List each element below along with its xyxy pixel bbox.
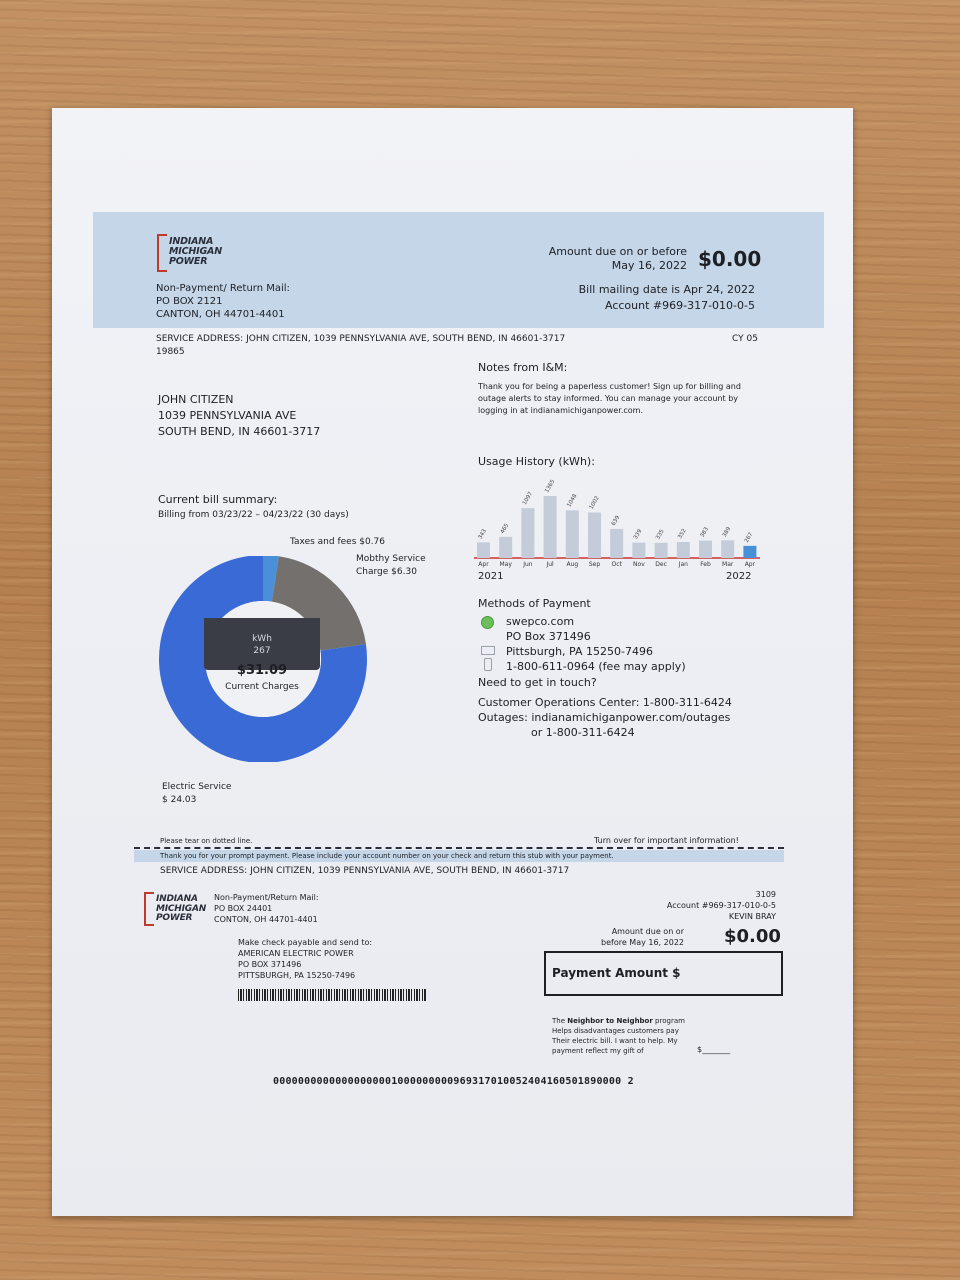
envelope-icon — [481, 646, 495, 655]
bill-mailing-date: Bill mailing date is Apr 24, 2022 — [578, 283, 755, 296]
notes-title: Notes from I&M: — [478, 361, 568, 374]
usage-value-label: 1002 — [588, 495, 601, 511]
usage-month-label: Apr — [478, 561, 489, 568]
outages-phone: or 1-800-311-6424 — [531, 726, 635, 739]
usage-history-title: Usage History (kWh): — [478, 455, 595, 468]
phone-icon — [484, 658, 492, 671]
kwh-value: 267 — [253, 646, 271, 656]
turn-over-note: Turn over for important information! — [594, 836, 739, 845]
usage-bar — [544, 496, 557, 558]
return-mail-line2: CANTON, OH 44701-4401 — [156, 309, 285, 320]
usage-month-label: Sep — [588, 561, 601, 568]
usage-bar — [632, 543, 645, 558]
usage-bar — [655, 543, 668, 558]
usage-value-label: 343 — [477, 528, 488, 541]
usage-month-label: Dec — [655, 561, 667, 568]
return-mail-block — [156, 282, 290, 321]
amount-due-label: Amount due on or before May 16, 2022 — [548, 245, 687, 272]
usage-month-label: Jun — [523, 561, 533, 568]
usage-month-label: Oct — [611, 561, 622, 568]
usage-value-label: 389 — [721, 526, 733, 539]
return-mail-line1: PO BOX 2121 — [156, 296, 223, 307]
taxes-fees-label: Taxes and fees $0.76 — [290, 537, 386, 547]
kwh-label: kWh — [252, 634, 272, 644]
usage-value-label: 267 — [743, 531, 755, 544]
usage-value-label: 383 — [699, 526, 710, 539]
payment-city: Pittsburgh, PA 15250-7496 — [506, 645, 653, 658]
usage-year-end: 2022 — [726, 571, 752, 582]
tear-line — [134, 847, 784, 849]
usage-bar — [521, 508, 534, 558]
usage-value-label: 339 — [632, 528, 644, 541]
usage-value-label: 1365 — [544, 478, 557, 494]
postal-barcode — [238, 989, 426, 1001]
usage-value-label: 335 — [655, 528, 666, 541]
customer-name: JOHN CITIZEN — [158, 393, 234, 406]
outages-link: Outages: indianamichiganpower.com/outages — [478, 711, 731, 724]
total-charges: $31.09 — [236, 663, 288, 678]
stub-account-block: 3109 Account #969-317-010-0-5 KEVIN BRAY — [666, 890, 776, 921]
customer-street: 1039 PENNSYLVANIA AVE — [158, 409, 297, 422]
stub-company-logo: INDIANA MICHIGAN POWER — [144, 892, 216, 926]
usage-value-label: 1097 — [521, 491, 535, 507]
payable-label: Make check payable and send to: — [238, 938, 373, 947]
micr-line: 00000000000000000001000000000969317010052404160501890000 2 — [273, 1076, 634, 1087]
usage-bar — [677, 542, 690, 558]
usage-bar — [566, 510, 579, 558]
usage-value-label: 639 — [610, 514, 622, 527]
usage-bar — [610, 529, 623, 558]
usage-year-start: 2021 — [478, 571, 504, 582]
stub-service-address: SERVICE ADDRESS: JOHN CITIZEN, 1039 PENNSYLVANIA AVE, SOUTH BEND, IN 46601-3717 — [160, 866, 570, 876]
usage-bar — [721, 540, 734, 558]
usage-bar — [588, 512, 601, 558]
usage-month-label: Jul — [546, 561, 554, 568]
payment-methods-title: Methods of Payment — [478, 597, 591, 610]
neighbor-program: The Neighbor to Neighbor program Helps disadvantages customers pay Their electric bill. I want to help. My payment reflect my gift of — [552, 1017, 685, 1055]
stub-due-label: Amount due on or before May 16, 2022 — [601, 927, 684, 947]
help-title: Need to get in touch? — [478, 676, 597, 689]
bill-summary-title: Current bill summary: — [158, 493, 278, 506]
usage-history-chart — [472, 478, 762, 573]
stub-due-amount: $0.00 — [724, 926, 781, 947]
payable-block: Make check payable and send to: AMERICAN ELECTRIC POWER PO BOX 371496 PITTSBURGH, PA 15250-7496 — [238, 938, 373, 980]
service-charge-label: Mobthy Service Charge $6.30 — [356, 554, 426, 577]
billing-period: Billing from 03/23/22 – 04/23/22 (30 days) — [158, 510, 349, 520]
usage-month-label: Feb — [700, 561, 711, 568]
stub-thanks: Thank you for your prompt payment. Please include your account number on your check and return this stub with your payment. — [160, 852, 614, 860]
usage-bar — [499, 537, 512, 558]
usage-month-label: May — [499, 561, 512, 568]
usage-month-label: Apr — [744, 561, 756, 568]
usage-month-label: Jan — [678, 561, 688, 568]
return-mail-label: Non-Payment/ Return Mail: — [156, 283, 290, 294]
electric-service-value: $ 24.03 — [162, 795, 197, 805]
usage-month-label: Nov — [633, 561, 645, 568]
usage-bar — [699, 541, 712, 558]
customer-address — [158, 392, 320, 440]
payment-phone: 1-800-611-0964 (fee may apply) — [506, 660, 686, 673]
current-charges-label: Current Charges — [225, 682, 299, 692]
usage-month-label: Mar — [722, 561, 734, 568]
cycle-code: CY 05 — [732, 334, 758, 344]
stub-return-block: Non-Payment/Return Mail: PO BOX 24401 CONTON, OH 44701-4401 — [214, 893, 319, 924]
service-address: SERVICE ADDRESS: JOHN CITIZEN, 1039 PENNSYLVANIA AVE, SOUTH BEND, IN 46601-3717 — [156, 334, 566, 344]
customer-city: SOUTH BEND, IN 46601-3717 — [158, 425, 321, 438]
service-code: 19865 — [156, 347, 185, 357]
gift-amount-field[interactable]: $_______ — [697, 1045, 731, 1054]
payment-po-box: PO Box 371496 — [506, 630, 591, 643]
usage-value-label: 465 — [499, 522, 511, 535]
usage-bar — [477, 542, 490, 558]
notes-body: Thank you for being a paperless customer! Sign up for billing and outage alerts to stay informed. You can manage your account by logging in at indianamichiganpower.com. — [478, 382, 741, 415]
usage-value-label: 352 — [677, 527, 688, 541]
amount-due-value: $0.00 — [698, 247, 762, 271]
customer-operations: Customer Operations Center: 1-800-311-6424 — [478, 696, 732, 709]
usage-bar — [743, 546, 756, 558]
company-logo: INDIANA MICHIGAN POWER — [157, 234, 233, 272]
tear-note: Please tear on dotted line. — [160, 837, 253, 845]
globe-icon — [481, 616, 494, 629]
usage-value-label: 1048 — [566, 493, 579, 509]
usage-month-label: Aug — [566, 561, 579, 568]
bill-paper — [52, 108, 853, 1216]
electric-service-label: Electric Service — [162, 782, 232, 792]
payment-website: swepco.com — [506, 615, 575, 628]
payment-amount-label: Payment Amount $ — [552, 966, 681, 980]
account-number: Account #969-317-010-0-5 — [605, 299, 755, 312]
